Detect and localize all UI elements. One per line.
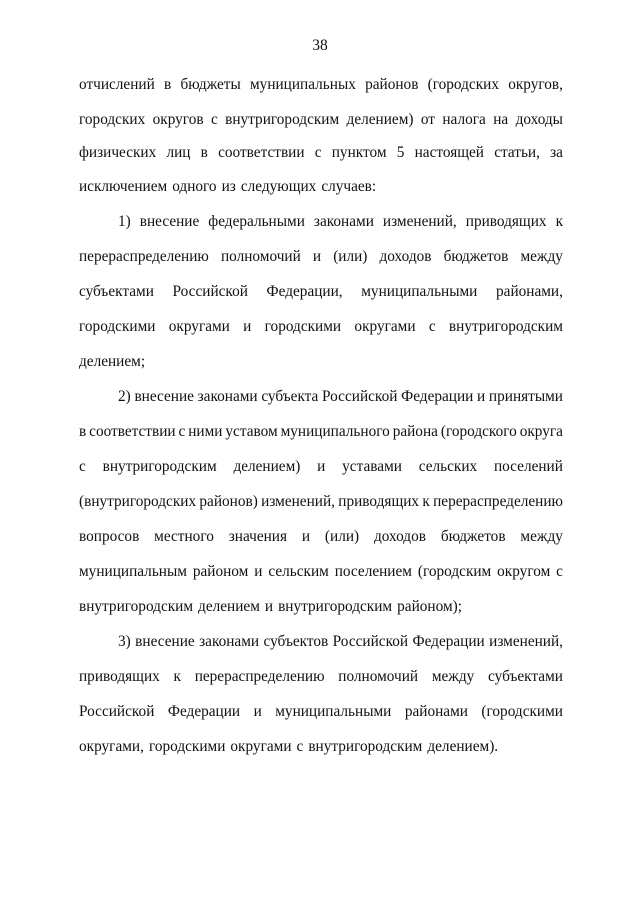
word: к bbox=[422, 493, 430, 510]
word: Российской bbox=[172, 283, 248, 300]
word: внесение bbox=[134, 388, 194, 405]
word: случаев: bbox=[321, 178, 377, 195]
word: изменений, bbox=[261, 493, 335, 510]
word: бюджеты bbox=[180, 76, 241, 93]
word: поселений bbox=[493, 458, 563, 475]
word: внутригородским bbox=[448, 318, 563, 335]
text-line bbox=[79, 597, 563, 617]
word: и bbox=[264, 598, 274, 615]
text-line bbox=[79, 352, 563, 372]
word: приводящих bbox=[465, 213, 547, 230]
word: с bbox=[314, 144, 322, 161]
text-line bbox=[118, 632, 563, 652]
word: уставом bbox=[225, 423, 278, 440]
word: внесение bbox=[139, 213, 200, 230]
page-number: 38 bbox=[312, 37, 328, 54]
word: изменений, bbox=[382, 213, 457, 230]
word: муниципального bbox=[280, 423, 390, 440]
word: принятыми bbox=[488, 388, 563, 405]
word: и bbox=[253, 703, 262, 720]
word: следующих bbox=[240, 178, 317, 195]
word: районом); bbox=[397, 598, 462, 615]
word: округами bbox=[168, 318, 230, 335]
word: (внутригородских bbox=[79, 493, 197, 510]
word: Федерации bbox=[412, 633, 485, 650]
word: делением; bbox=[79, 353, 146, 370]
word: субъекта bbox=[261, 388, 319, 405]
word: между bbox=[431, 668, 475, 685]
word: округами, bbox=[79, 738, 144, 755]
word: сельских bbox=[418, 458, 478, 475]
word: и bbox=[243, 318, 252, 335]
word: в bbox=[79, 423, 87, 440]
word: внутригородским bbox=[278, 598, 393, 615]
word: в bbox=[164, 76, 172, 93]
word: с bbox=[210, 111, 218, 128]
word: округом bbox=[497, 563, 551, 580]
word: 5 bbox=[396, 144, 405, 161]
text-line bbox=[79, 737, 563, 757]
word: делением bbox=[198, 598, 260, 615]
word: одного bbox=[172, 178, 217, 195]
word: округа bbox=[519, 423, 563, 440]
word: поселением bbox=[334, 563, 412, 580]
word: налога bbox=[442, 111, 486, 128]
word: настоящей bbox=[414, 144, 484, 161]
word: и bbox=[254, 563, 263, 580]
word: с bbox=[556, 563, 563, 580]
word: Федерации bbox=[401, 388, 474, 405]
text-line bbox=[79, 317, 563, 337]
word: изменений, bbox=[489, 633, 563, 650]
word: значения bbox=[228, 528, 288, 545]
text-line bbox=[79, 457, 563, 477]
word: с bbox=[79, 458, 86, 475]
word: на bbox=[493, 111, 509, 128]
word: с bbox=[428, 318, 436, 335]
word: с bbox=[296, 738, 304, 755]
word: законами bbox=[313, 213, 374, 230]
word: полномочий bbox=[338, 668, 419, 685]
word: районами, bbox=[496, 283, 563, 300]
word: районами bbox=[404, 703, 468, 720]
word: (городских bbox=[427, 76, 499, 93]
word: соответствии bbox=[218, 144, 305, 161]
word: лиц bbox=[166, 144, 191, 161]
word: исключением bbox=[79, 178, 168, 195]
text-line bbox=[79, 527, 563, 547]
word: и bbox=[477, 388, 486, 405]
word: приводящих bbox=[338, 493, 420, 510]
text-line bbox=[79, 110, 563, 130]
word: перераспределению bbox=[433, 493, 563, 510]
word: между bbox=[520, 528, 563, 545]
word: сельским bbox=[268, 563, 329, 580]
word: доходов bbox=[379, 248, 432, 265]
word: городских bbox=[79, 111, 146, 128]
word: округами bbox=[354, 318, 416, 335]
word: и bbox=[317, 458, 326, 475]
word: вопросов bbox=[79, 528, 140, 545]
word: законами bbox=[197, 388, 258, 405]
word: делением) bbox=[233, 458, 301, 475]
word: доходы bbox=[515, 111, 563, 128]
word: внесение bbox=[135, 633, 195, 650]
word: субъектами bbox=[488, 668, 563, 685]
word: Федерации bbox=[167, 703, 241, 720]
text-line bbox=[79, 75, 563, 95]
word: к bbox=[173, 668, 181, 685]
word: уставами bbox=[342, 458, 402, 475]
word: от bbox=[420, 111, 435, 128]
text-line bbox=[118, 387, 563, 407]
word: (городским bbox=[417, 563, 492, 580]
word: субъектов bbox=[263, 633, 329, 650]
text-line bbox=[79, 562, 563, 582]
word: Федерации, bbox=[266, 283, 343, 300]
word: округами bbox=[230, 738, 292, 755]
word: (или) bbox=[324, 528, 360, 545]
text-line bbox=[79, 143, 563, 163]
word: районов bbox=[365, 76, 419, 93]
word: Российской bbox=[79, 703, 155, 720]
word: местного bbox=[154, 528, 214, 545]
word: за bbox=[550, 144, 563, 161]
text-line bbox=[79, 247, 563, 267]
word: делением). bbox=[427, 738, 499, 755]
word: доходов bbox=[373, 528, 426, 545]
word: муниципальным bbox=[79, 563, 187, 580]
word: к bbox=[555, 213, 563, 230]
word: делением) bbox=[346, 111, 414, 128]
word: субъектами bbox=[79, 283, 154, 300]
word: муниципальными bbox=[361, 283, 478, 300]
word: физических bbox=[79, 144, 157, 161]
word: пунктом bbox=[331, 144, 387, 161]
text-line bbox=[79, 667, 563, 687]
word: районом bbox=[192, 563, 249, 580]
text-line bbox=[79, 492, 563, 512]
word: бюджетов bbox=[440, 528, 506, 545]
word: внутригородским bbox=[308, 738, 423, 755]
word: федеральными bbox=[208, 213, 305, 230]
word: 2) bbox=[118, 388, 131, 405]
word: и bbox=[312, 248, 322, 265]
word: соответствии bbox=[89, 423, 176, 440]
word: округов bbox=[152, 111, 204, 128]
text-line bbox=[118, 212, 563, 232]
word: Российской bbox=[322, 388, 398, 405]
word: внутригородским bbox=[225, 111, 340, 128]
word: 3) bbox=[118, 633, 131, 650]
word: (городского bbox=[440, 423, 517, 440]
word: муниципальными bbox=[275, 703, 392, 720]
word: полномочий bbox=[220, 248, 301, 265]
word: (или) bbox=[333, 248, 368, 265]
word: района bbox=[392, 423, 438, 440]
word: внутригородским bbox=[79, 598, 194, 615]
word: перераспределению bbox=[194, 668, 325, 685]
text-line bbox=[79, 702, 563, 722]
word: районов) bbox=[199, 493, 258, 510]
word: городскими bbox=[79, 318, 156, 335]
word: бюджетов bbox=[443, 248, 509, 265]
word: и bbox=[301, 528, 311, 545]
word: между bbox=[520, 248, 563, 265]
word: в bbox=[200, 144, 208, 161]
word: статьи, bbox=[494, 144, 540, 161]
word: приводящих bbox=[79, 668, 160, 685]
word: Российской bbox=[332, 633, 409, 650]
word: городскими bbox=[264, 318, 342, 335]
word: 1) bbox=[118, 213, 131, 230]
word: городскими bbox=[148, 738, 226, 755]
word: с bbox=[178, 423, 186, 440]
word: муниципальных bbox=[249, 76, 356, 93]
text-line bbox=[79, 282, 563, 302]
text-line bbox=[79, 177, 563, 197]
word: внутригородским bbox=[102, 458, 217, 475]
word: (городскими bbox=[481, 703, 563, 720]
word: перераспределению bbox=[79, 248, 209, 265]
word: из bbox=[221, 178, 236, 195]
word: законами bbox=[199, 633, 260, 650]
word: округов, bbox=[508, 76, 563, 93]
word: отчислений bbox=[79, 76, 155, 93]
text-line bbox=[79, 422, 563, 442]
word: ними bbox=[188, 423, 223, 440]
